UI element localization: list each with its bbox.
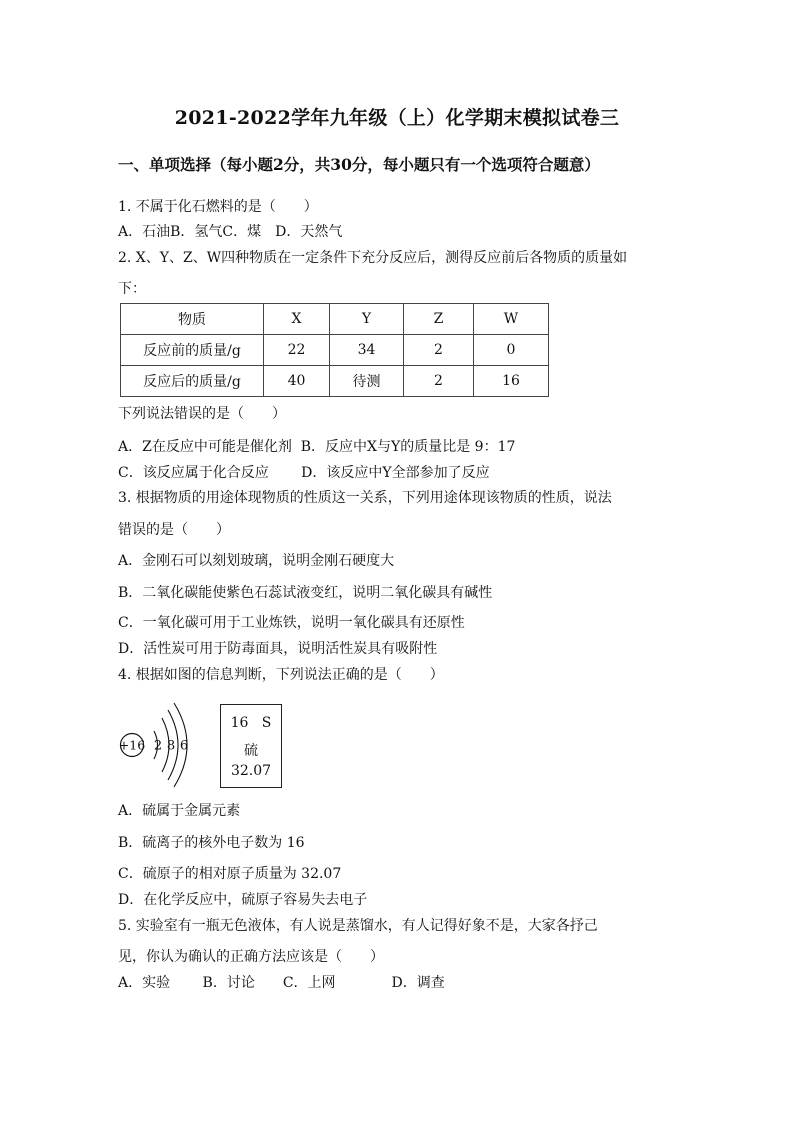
mass-table bbox=[120, 303, 549, 397]
table-row bbox=[121, 335, 549, 366]
element-symbol: S bbox=[261, 715, 272, 731]
q3-option-b: B．二氧化碳能使紫色石蕊试液变红，说明二氧化碳具有碱性 bbox=[118, 585, 493, 601]
table-cell: 2 bbox=[404, 366, 474, 397]
table-header-cell: W bbox=[474, 304, 549, 335]
atomic-mass: 32.07 bbox=[230, 763, 272, 779]
q4-option-c: C．硫原子的相对原子质量为 32.07 bbox=[118, 866, 342, 882]
shell-electron-count: 8 bbox=[166, 738, 176, 754]
q2-options-cd: C．该反应属于化合反应 D．该反应中Y全部参加了反应 bbox=[118, 465, 490, 481]
table-cell: 反应前的质量/g bbox=[121, 335, 264, 366]
table-cell: 16 bbox=[474, 366, 549, 397]
shell-electron-count: 2 bbox=[153, 738, 163, 754]
table-row bbox=[121, 366, 549, 397]
table-cell: 40 bbox=[264, 366, 330, 397]
q4-option-a: A．硫属于金属元素 bbox=[118, 803, 241, 819]
q5-stem-line2: 见，你认为确认的正确方法应该是（ ） bbox=[118, 949, 384, 965]
table-header-cell: Y bbox=[330, 304, 404, 335]
q3-option-a: A．金刚石可以刻划玻璃，说明金刚石硬度大 bbox=[118, 553, 395, 569]
table-cell: 反应后的质量/g bbox=[121, 366, 264, 397]
q5-options: A．实验 B．讨论 C．上网 D．调查 bbox=[118, 975, 445, 991]
table-cell: 34 bbox=[330, 335, 404, 366]
q3-option-d: D．活性炭可用于防毒面具，说明活性炭具有吸附性 bbox=[118, 641, 438, 657]
q2-stem-line2: 下： bbox=[118, 281, 146, 297]
q4-option-d: D．在化学反应中，硫原子容易失去电子 bbox=[118, 892, 368, 908]
q3-stem-line2: 错误的是（ ） bbox=[118, 522, 230, 538]
section-heading: 一、单项选择（每小题2分，共30分，每小题只有一个选项符合题意） bbox=[118, 155, 600, 174]
q1-options: A．石油B．氢气C．煤 D．天然气 bbox=[118, 224, 343, 240]
table-cell: 22 bbox=[264, 335, 330, 366]
nucleus-charge: +16 bbox=[118, 737, 146, 753]
atomic-number: 16 bbox=[230, 715, 249, 731]
shell-electron-count: 6 bbox=[179, 738, 189, 754]
sulfur-atom-structure-diagram bbox=[118, 698, 198, 792]
table-header-row bbox=[121, 304, 549, 335]
table-header-cell: 物质 bbox=[121, 304, 264, 335]
element-number-symbol-row bbox=[221, 715, 281, 731]
q4-option-b: B．硫离子的核外电子数为 16 bbox=[118, 835, 305, 851]
q5-stem-line1: 5. 实验室有一瓶无色液体，有人说是蒸馏水，有人记得好象不是，大家各抒己 bbox=[118, 918, 598, 934]
table-cell: 待测 bbox=[330, 366, 404, 397]
q1-stem: 1. 不属于化石燃料的是（ ） bbox=[118, 199, 318, 215]
periodic-element-card bbox=[220, 704, 282, 788]
q3-option-c: C．一氧化碳可用于工业炼铁，说明一氧化碳具有还原性 bbox=[118, 615, 465, 631]
q3-stem-line1: 3. 根据物质的用途体现物质的性质这一关系，下列用途体现该物质的性质，说法 bbox=[118, 490, 612, 506]
element-name: 硫 bbox=[244, 743, 258, 759]
table-header-cell: X bbox=[264, 304, 330, 335]
table-cell: 0 bbox=[474, 335, 549, 366]
q2-question: 下列说法错误的是（ ） bbox=[118, 406, 286, 422]
q2-stem-line1: 2. X、Y、Z、W四种物质在一定条件下充分反应后，测得反应前后各物质的质量如 bbox=[118, 250, 628, 266]
table-header-cell: Z bbox=[404, 304, 474, 335]
table-cell: 2 bbox=[404, 335, 474, 366]
q4-stem: 4. 根据如图的信息判断，下列说法正确的是（ ） bbox=[118, 667, 444, 683]
q2-options-ab: A．Z在反应中可能是催化剂 B．反应中X与Y的质量比是 9：17 bbox=[118, 439, 516, 455]
page-title: 2021-2022学年九年级（上）化学期末模拟试卷三 bbox=[174, 107, 620, 129]
